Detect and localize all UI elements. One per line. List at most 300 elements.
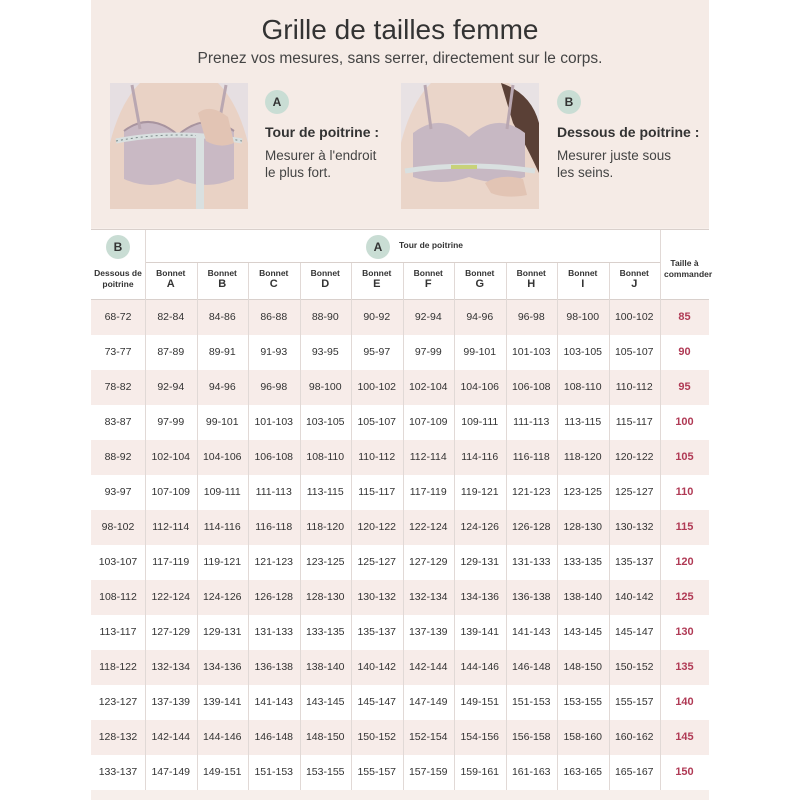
column-divider [197,755,198,790]
column-divider [351,335,352,370]
column-divider [197,580,198,615]
underbust-cell: 73-77 [104,346,132,358]
column-divider [403,440,404,475]
header-rule-top [91,229,709,230]
bust-value-cell: 141-143 [254,696,294,708]
column-divider [403,405,404,440]
bust-value-cell: 110-112 [615,381,653,393]
bust-value-cell: 149-151 [202,766,242,778]
bust-value-cell: 154-156 [460,731,500,743]
order-size-cell: 105 [675,451,694,463]
column-divider [557,720,558,755]
bust-value-cell: 101-103 [511,346,551,358]
table-row [91,300,709,335]
underbust-cell: 93-97 [104,486,132,498]
bust-value-cell: 109-111 [203,486,241,498]
underbust-cell: 113-117 [99,626,137,638]
bust-value-cell: 101-103 [254,416,294,428]
column-divider [300,335,301,370]
bust-value-cell: 112-114 [152,521,190,533]
bust-value-cell: 159-161 [460,766,500,778]
column-divider [403,580,404,615]
bust-value-cell: 144-146 [460,661,500,673]
bust-value-cell: 120-122 [614,451,654,463]
table-row [91,720,709,755]
column-divider [145,650,146,685]
column-divider [557,545,558,580]
bust-value-cell: 129-131 [202,626,242,638]
column-divider [248,615,249,650]
bust-value-cell: 92-94 [414,311,442,323]
cup-header-i [557,268,609,290]
column-divider [145,510,146,545]
bust-value-cell: 96-98 [260,381,288,393]
bust-value-cell: 118-120 [306,521,345,533]
bust-value-cell: 160-162 [614,731,654,743]
order-size-cell: 135 [675,661,694,673]
bust-value-cell: 118-120 [563,451,602,463]
bust-value-cell: 98-100 [566,311,600,323]
bust-value-cell: 124-126 [460,521,500,533]
column-divider [145,335,146,370]
table-row [91,405,709,440]
underbust-cell: 133-137 [98,766,138,778]
bust-value-cell: 140-142 [357,661,397,673]
bust-value-cell: 108-110 [306,451,345,463]
bust-value-cell: 102-104 [151,451,191,463]
column-divider [609,545,610,580]
bust-value-cell: 108-110 [563,381,602,393]
column-divider [557,335,558,370]
column-divider [609,335,610,370]
column-divider [403,720,404,755]
bust-value-cell: 112-114 [409,451,447,463]
bust-value-cell: 132-134 [408,591,448,603]
underbust-cell: 78-82 [104,381,132,393]
column-divider [660,475,661,510]
column-divider [145,755,146,790]
underbust-measure-illustration [401,83,539,209]
column-divider [660,335,661,370]
column-divider [660,580,661,615]
bust-value-cell: 150-152 [357,731,397,743]
bust-value-cell: 138-140 [563,591,603,603]
bust-value-cell: 88-90 [311,311,339,323]
bust-measure-photo [110,83,248,209]
cup-letter-label: C [269,278,278,290]
underbust-cell: 88-92 [104,451,132,463]
table-row [91,755,709,790]
column-divider [609,475,610,510]
bust-measure-illustration [110,83,248,209]
column-divider [403,475,404,510]
column-divider [351,440,352,475]
column-divider [506,685,507,720]
bust-value-cell: 107-109 [151,486,191,498]
underbust-cell: 118-122 [99,661,137,673]
column-divider [660,615,661,650]
bust-value-cell: 123-125 [563,486,603,498]
column-divider [145,615,146,650]
cup-header-divider [609,263,610,300]
bust-value-cell: 104-106 [202,451,242,463]
column-divider [506,755,507,790]
column-divider [557,405,558,440]
column-divider [506,545,507,580]
cup-prefix-label: Bonnet [207,268,237,278]
bust-value-cell: 117-119 [409,486,447,498]
column-divider [351,650,352,685]
column-divider [351,720,352,755]
bust-value-cell: 134-136 [202,661,242,673]
cup-letter-label: H [527,278,536,290]
bust-value-cell: 94-96 [208,381,236,393]
column-divider [197,615,198,650]
bust-value-cell: 105-107 [357,416,397,428]
column-divider [660,545,661,580]
column-divider [506,650,507,685]
column-divider [506,335,507,370]
table-row [91,510,709,545]
column-divider [197,300,198,335]
order-size-cell: 140 [675,696,694,708]
column-divider [454,650,455,685]
bust-value-cell: 131-133 [254,626,294,638]
bust-value-cell: 133-135 [305,626,345,638]
table-row [91,370,709,405]
cup-header-h [506,268,558,290]
column-divider [248,755,249,790]
column-divider [557,685,558,720]
column-divider [300,440,301,475]
column-divider [454,580,455,615]
column-divider [506,580,507,615]
bust-value-cell: 146-148 [511,661,551,673]
column-divider [351,370,352,405]
column-divider [197,440,198,475]
column-divider [609,300,610,335]
bust-value-cell: 131-133 [511,556,551,568]
bust-value-cell: 103-105 [563,346,603,358]
bust-value-cell: 111-113 [255,486,292,498]
bust-value-cell: 100-102 [357,381,397,393]
bust-value-cell: 133-135 [563,556,603,568]
bust-value-cell: 142-144 [151,731,191,743]
column-divider [609,440,610,475]
bust-value-cell: 113-115 [306,486,344,498]
bust-value-cell: 95-97 [363,346,391,358]
column-divider [403,510,404,545]
column-divider [609,720,610,755]
column-divider [300,300,301,335]
bust-value-cell: 110-112 [358,451,396,463]
order-size-cell: 120 [675,556,694,568]
bust-badge-icon: A [366,235,390,259]
cup-header-divider [454,263,455,300]
bust-value-cell: 109-111 [461,416,499,428]
bust-value-cell: 125-127 [614,486,654,498]
column-divider [557,440,558,475]
bust-value-cell: 128-130 [563,521,603,533]
order-size-cell: 95 [678,381,691,393]
bust-value-cell: 155-157 [614,696,654,708]
column-divider [454,615,455,650]
column-divider [506,405,507,440]
cup-header-j [609,268,661,290]
order-size-cell: 145 [675,731,694,743]
cup-letter-label: E [373,278,381,290]
order-size-cell: 115 [675,521,694,533]
bust-instruction: Mesurer à l'endroit le plus fort. [265,148,377,180]
column-divider [300,755,301,790]
bust-value-cell: 145-147 [614,626,654,638]
column-divider [403,615,404,650]
column-divider [403,755,404,790]
order-size-cell: 100 [675,416,694,428]
bust-value-cell: 87-89 [157,346,185,358]
bust-value-cell: 89-91 [208,346,236,358]
bust-value-cell: 99-101 [205,416,239,428]
column-divider [454,755,455,790]
bust-value-cell: 96-98 [517,311,545,323]
column-divider [145,720,146,755]
bust-value-cell: 124-126 [202,591,242,603]
bust-value-cell: 114-116 [203,521,241,533]
bust-value-cell: 138-140 [305,661,345,673]
bust-value-cell: 145-147 [357,696,397,708]
bust-value-cell: 82-84 [157,311,185,323]
column-divider [454,720,455,755]
column-divider [145,475,146,510]
column-divider [403,650,404,685]
bust-value-cell: 116-118 [512,451,550,463]
cup-letter-label: B [218,278,227,290]
order-size-cell: 130 [675,626,694,638]
table-row [91,335,709,370]
column-divider [660,405,661,440]
bust-value-cell: 90-92 [363,311,391,323]
bust-value-cell: 99-101 [463,346,497,358]
column-divider [197,650,198,685]
bust-value-cell: 151-153 [511,696,551,708]
column-divider [660,685,661,720]
column-divider [609,650,610,685]
bust-value-cell: 98-100 [308,381,342,393]
bust-value-cell: 141-143 [511,626,551,638]
bust-value-cell: 117-119 [152,556,190,568]
bust-value-cell: 137-139 [408,626,448,638]
bust-value-cell: 130-132 [357,591,397,603]
bust-value-cell: 119-121 [460,486,499,498]
cup-header-divider [557,263,558,300]
order-size-cell: 150 [675,766,694,778]
cup-letter-label: J [631,278,638,290]
column-divider [351,615,352,650]
cup-letter-label: F [424,278,432,290]
bust-value-cell: 111-113 [513,416,550,428]
column-divider [403,685,404,720]
order-size-cell: 125 [675,591,694,603]
bust-value-cell: 107-109 [408,416,448,428]
column-divider [557,300,558,335]
bust-value-cell: 125-127 [357,556,397,568]
table-row [91,545,709,580]
bust-value-cell: 86-88 [260,311,288,323]
column-divider [506,440,507,475]
bust-value-cell: 155-157 [357,766,397,778]
column-divider [248,440,249,475]
column-divider [506,615,507,650]
column-divider [248,720,249,755]
column-divider [300,615,301,650]
bust-value-cell: 97-99 [414,346,442,358]
column-divider [609,685,610,720]
bust-value-cell: 150-152 [614,661,654,673]
column-divider [660,300,661,335]
cup-header-f [403,268,455,290]
column-divider [248,335,249,370]
bust-value-cell: 139-141 [202,696,242,708]
column-divider [248,510,249,545]
column-divider [454,545,455,580]
bust-value-cell: 102-104 [408,381,448,393]
column-divider [660,440,661,475]
column-divider [609,580,610,615]
bust-value-cell: 123-125 [305,556,345,568]
column-divider [403,300,404,335]
bust-value-cell: 119-121 [203,556,242,568]
cup-prefix-label: Bonnet [310,268,340,278]
table-row [91,650,709,685]
bust-value-cell: 158-160 [563,731,603,743]
cup-letter-label: D [321,278,330,290]
bust-value-cell: 126-128 [254,591,294,603]
column-divider [609,405,610,440]
bust-value-cell: 149-151 [460,696,500,708]
cup-header-d [300,268,352,290]
column-divider [300,370,301,405]
column-divider [403,545,404,580]
column-divider [454,685,455,720]
cup-header-divider [248,263,249,300]
bust-value-cell: 165-167 [614,766,654,778]
bust-value-cell: 127-129 [151,626,191,638]
bust-value-cell: 143-145 [563,626,603,638]
bust-value-cell: 106-108 [511,381,551,393]
bust-header-label: Tour de poitrine [398,240,464,250]
bust-title: Tour de poitrine : [265,124,380,140]
column-divider [197,510,198,545]
bust-value-cell: 84-86 [208,311,236,323]
underbust-cell: 128-132 [98,731,138,743]
bust-value-cell: 122-124 [151,591,191,603]
bust-value-cell: 143-145 [305,696,345,708]
bust-value-cell: 105-107 [614,346,654,358]
column-divider [660,370,661,405]
column-divider [660,510,661,545]
cup-prefix-label: Bonnet [156,268,186,278]
column-divider [197,545,198,580]
cup-header-c [248,268,300,290]
bust-value-cell: 92-94 [157,381,185,393]
bust-value-cell: 147-149 [151,766,191,778]
bust-value-cell: 140-142 [614,591,654,603]
column-divider [454,475,455,510]
table-row [91,615,709,650]
column-divider [351,510,352,545]
column-divider [145,580,146,615]
cup-header-a [145,268,197,290]
column-divider [557,755,558,790]
cup-header-divider [506,263,507,300]
bust-value-cell: 130-132 [614,521,654,533]
bust-value-cell: 152-154 [408,731,448,743]
column-divider [248,300,249,335]
column-divider [557,615,558,650]
bust-value-cell: 100-102 [614,311,654,323]
column-divider [506,720,507,755]
column-divider [300,720,301,755]
bust-value-cell: 157-159 [408,766,448,778]
column-divider [660,650,661,685]
underbust-cell: 123-127 [98,696,138,708]
cup-header-g [454,268,506,290]
bust-value-cell: 153-155 [563,696,603,708]
table-row [91,475,709,510]
column-divider [248,370,249,405]
bust-value-cell: 104-106 [460,381,500,393]
column-divider [248,475,249,510]
order-size-cell: 110 [675,486,694,498]
column-divider [145,440,146,475]
column-divider [300,580,301,615]
column-divider [506,510,507,545]
underbust-cell: 103-107 [98,556,138,568]
column-divider [351,755,352,790]
underbust-header-label: Dessous de poitrine [94,268,142,289]
bust-value-cell: 115-117 [358,486,396,498]
bust-value-cell: 135-137 [614,556,654,568]
bust-value-cell: 146-148 [254,731,294,743]
column-divider [197,720,198,755]
bust-value-cell: 128-130 [305,591,345,603]
bust-value-cell: 137-139 [151,696,191,708]
cup-prefix-label: Bonnet [619,268,649,278]
column-divider [351,475,352,510]
cup-header-divider [300,263,301,300]
column-divider [557,580,558,615]
cup-header-divider [351,263,352,300]
table-row [91,440,709,475]
column-divider [454,300,455,335]
bust-value-cell: 91-93 [260,346,288,358]
column-divider [197,475,198,510]
column-divider [351,405,352,440]
column-divider [197,370,198,405]
column-divider [145,545,146,580]
underbust-measure-photo [401,83,539,209]
column-divider [300,650,301,685]
underbust-cell: 98-102 [101,521,135,533]
bust-value-cell: 94-96 [466,311,494,323]
column-divider [454,335,455,370]
column-divider [454,510,455,545]
bust-value-cell: 127-129 [408,556,448,568]
column-divider [300,545,301,580]
column-divider [351,545,352,580]
column-divider [300,685,301,720]
bust-value-cell: 139-141 [460,626,500,638]
